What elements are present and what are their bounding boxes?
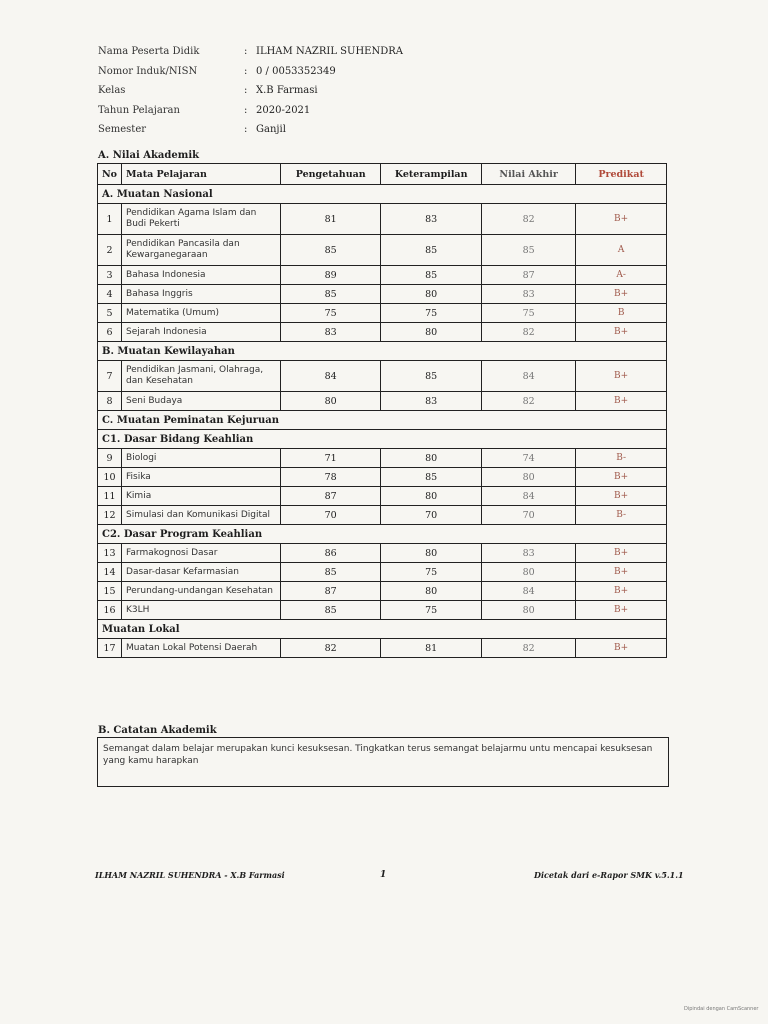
cell-final: 82	[482, 639, 576, 658]
cell-final: 82	[482, 204, 576, 235]
cell-knowledge: 85	[281, 563, 381, 582]
cell-final: 82	[482, 392, 576, 411]
cell-knowledge: 80	[281, 392, 381, 411]
cell-subject: Pendidikan Agama Islam dan Budi Pekerti	[122, 204, 281, 235]
cell-final: 82	[482, 323, 576, 342]
cell-knowledge: 85	[281, 235, 381, 266]
cell-predicate: B-	[576, 449, 667, 468]
cell-no: 13	[98, 544, 122, 563]
cell-final: 83	[482, 285, 576, 304]
info-value: X.B Farmasi	[256, 85, 318, 96]
footer-page-number: 1	[380, 870, 387, 880]
table-row	[98, 204, 667, 235]
info-value: 0 / 0053352349	[256, 65, 336, 77]
cell-knowledge: 87	[281, 582, 381, 601]
student-info	[98, 42, 403, 140]
header-skill: Keterampilan	[381, 164, 482, 185]
cell-subject: K3LH	[122, 601, 281, 620]
info-value: 2020-2021	[256, 104, 311, 116]
cell-no: 6	[98, 323, 122, 342]
cell-predicate: B-	[576, 506, 667, 525]
group-title: C. Muatan Peminatan Kejuruan	[98, 411, 667, 430]
cell-no: 10	[98, 468, 122, 487]
cell-skill: 80	[381, 544, 482, 563]
cell-no: 12	[98, 506, 122, 525]
cell-final: 75	[482, 304, 576, 323]
info-label: Nomor Induk/NISN	[98, 65, 198, 77]
cell-skill: 83	[381, 204, 482, 235]
cell-skill: 80	[381, 285, 482, 304]
header-subject: Mata Pelajaran	[122, 164, 281, 185]
cell-skill: 85	[381, 361, 482, 392]
cell-final: 84	[482, 361, 576, 392]
cell-subject: Pendidikan Pancasila dan Kewarganegaraan	[122, 235, 281, 266]
cell-knowledge: 82	[281, 639, 381, 658]
group-title: A. Muatan Nasional	[98, 185, 667, 204]
group-row	[98, 430, 667, 449]
info-label: Nama Peserta Didik	[98, 46, 200, 57]
cell-skill: 75	[381, 563, 482, 582]
cell-skill: 70	[381, 506, 482, 525]
section-b-title: B. Catatan Akademik	[98, 725, 217, 736]
cell-skill: 85	[381, 266, 482, 285]
table-row	[98, 392, 667, 411]
cell-final: 80	[482, 601, 576, 620]
info-row	[98, 62, 403, 82]
info-row	[98, 101, 403, 121]
cell-knowledge: 85	[281, 285, 381, 304]
cell-subject: Seni Budaya	[122, 392, 281, 411]
cell-no: 16	[98, 601, 122, 620]
cell-no: 15	[98, 582, 122, 601]
cell-final: 80	[482, 563, 576, 582]
info-colon: :	[244, 85, 248, 96]
table-row	[98, 563, 667, 582]
cell-subject: Fisika	[122, 468, 281, 487]
table-row	[98, 601, 667, 620]
cell-no: 8	[98, 392, 122, 411]
cell-no: 7	[98, 361, 122, 392]
info-row	[98, 120, 403, 140]
cell-knowledge: 75	[281, 304, 381, 323]
cell-subject: Kimia	[122, 487, 281, 506]
info-label: Semester	[98, 124, 147, 135]
cell-no: 17	[98, 639, 122, 658]
cell-knowledge: 71	[281, 449, 381, 468]
group-row	[98, 525, 667, 544]
table-row	[98, 639, 667, 658]
table-row	[98, 506, 667, 525]
header-predicate: Predikat	[576, 164, 667, 185]
group-row	[98, 620, 667, 639]
cell-predicate: B+	[576, 544, 667, 563]
cell-subject: Perundang-undangan Kesehatan	[122, 582, 281, 601]
cell-subject: Bahasa Inggris	[122, 285, 281, 304]
academic-notes: Semangat dalam belajar merupakan kunci kesuksesan. Tingkatkan terus semangat belajarmu untu mencapai kesuksesan yang kamu harapkan	[97, 737, 669, 787]
cell-predicate: A-	[576, 266, 667, 285]
info-colon: :	[244, 46, 248, 57]
table-row	[98, 487, 667, 506]
cell-skill: 80	[381, 449, 482, 468]
cell-no: 5	[98, 304, 122, 323]
cell-predicate: B+	[576, 487, 667, 506]
table-row	[98, 361, 667, 392]
cell-knowledge: 84	[281, 361, 381, 392]
header-final: Nilai Akhir	[482, 164, 576, 185]
cell-knowledge: 78	[281, 468, 381, 487]
cell-predicate: B+	[576, 601, 667, 620]
section-a-title: A. Nilai Akademik	[98, 150, 200, 161]
table-row	[98, 449, 667, 468]
cell-predicate: B+	[576, 285, 667, 304]
cell-predicate: B+	[576, 582, 667, 601]
table-row	[98, 304, 667, 323]
cell-final: 84	[482, 582, 576, 601]
info-row	[98, 81, 403, 101]
group-title: B. Muatan Kewilayahan	[98, 342, 667, 361]
header-no: No	[98, 164, 122, 185]
group-row	[98, 342, 667, 361]
cell-predicate: B+	[576, 563, 667, 582]
cell-subject: Simulasi dan Komunikasi Digital	[122, 506, 281, 525]
cell-subject: Muatan Lokal Potensi Daerah	[122, 639, 281, 658]
group-title: C2. Dasar Program Keahlian	[98, 525, 667, 544]
table-row	[98, 544, 667, 563]
cell-no: 3	[98, 266, 122, 285]
header-knowledge: Pengetahuan	[281, 164, 381, 185]
table-row	[98, 235, 667, 266]
cell-final: 84	[482, 487, 576, 506]
cell-no: 9	[98, 449, 122, 468]
cell-final: 83	[482, 544, 576, 563]
scanner-watermark: Dipindai dengan CamScanner	[684, 1006, 759, 1012]
cell-predicate: B+	[576, 468, 667, 487]
cell-knowledge: 87	[281, 487, 381, 506]
cell-knowledge: 85	[281, 601, 381, 620]
cell-final: 74	[482, 449, 576, 468]
info-value: ILHAM NAZRIL SUHENDRA	[256, 46, 403, 57]
cell-predicate: B+	[576, 361, 667, 392]
cell-subject: Pendidikan Jasmani, Olahraga, dan Kesehatan	[122, 361, 281, 392]
cell-subject: Sejarah Indonesia	[122, 323, 281, 342]
cell-skill: 81	[381, 639, 482, 658]
table-row	[98, 323, 667, 342]
table-header-row	[98, 164, 667, 185]
cell-subject: Dasar-dasar Kefarmasian	[122, 563, 281, 582]
cell-knowledge: 89	[281, 266, 381, 285]
group-title: C1. Dasar Bidang Keahlian	[98, 430, 667, 449]
footer-printed-by: Dicetak dari e-Rapor SMK v.5.1.1	[534, 870, 684, 880]
cell-no: 4	[98, 285, 122, 304]
cell-subject: Biologi	[122, 449, 281, 468]
info-value: Ganjil	[256, 124, 286, 135]
cell-knowledge: 86	[281, 544, 381, 563]
cell-final: 70	[482, 506, 576, 525]
group-title: Muatan Lokal	[98, 620, 667, 639]
info-colon: :	[244, 65, 248, 77]
cell-skill: 80	[381, 323, 482, 342]
group-row	[98, 411, 667, 430]
table-row	[98, 285, 667, 304]
cell-knowledge: 81	[281, 204, 381, 235]
footer-student: ILHAM NAZRIL SUHENDRA - X.B Farmasi	[95, 870, 285, 880]
cell-skill: 75	[381, 601, 482, 620]
cell-predicate: B+	[576, 204, 667, 235]
cell-predicate: B+	[576, 639, 667, 658]
cell-predicate: B+	[576, 392, 667, 411]
cell-no: 11	[98, 487, 122, 506]
cell-subject: Farmakognosi Dasar	[122, 544, 281, 563]
cell-no: 1	[98, 204, 122, 235]
cell-no: 2	[98, 235, 122, 266]
info-label: Tahun Pelajaran	[98, 104, 180, 116]
cell-predicate: B+	[576, 323, 667, 342]
cell-skill: 75	[381, 304, 482, 323]
cell-final: 85	[482, 235, 576, 266]
cell-no: 14	[98, 563, 122, 582]
cell-skill: 85	[381, 235, 482, 266]
grades-table	[97, 163, 667, 658]
info-label: Kelas	[98, 85, 126, 96]
cell-predicate: A	[576, 235, 667, 266]
cell-subject: Bahasa Indonesia	[122, 266, 281, 285]
table-row	[98, 468, 667, 487]
cell-knowledge: 70	[281, 506, 381, 525]
cell-skill: 80	[381, 582, 482, 601]
group-row	[98, 185, 667, 204]
table-row	[98, 266, 667, 285]
cell-predicate: B	[576, 304, 667, 323]
info-colon: :	[244, 124, 248, 135]
cell-skill: 85	[381, 468, 482, 487]
info-colon: :	[244, 104, 248, 116]
cell-final: 87	[482, 266, 576, 285]
info-row	[98, 42, 403, 62]
cell-final: 80	[482, 468, 576, 487]
table-row	[98, 582, 667, 601]
cell-subject: Matematika (Umum)	[122, 304, 281, 323]
cell-skill: 80	[381, 487, 482, 506]
cell-skill: 83	[381, 392, 482, 411]
cell-knowledge: 83	[281, 323, 381, 342]
